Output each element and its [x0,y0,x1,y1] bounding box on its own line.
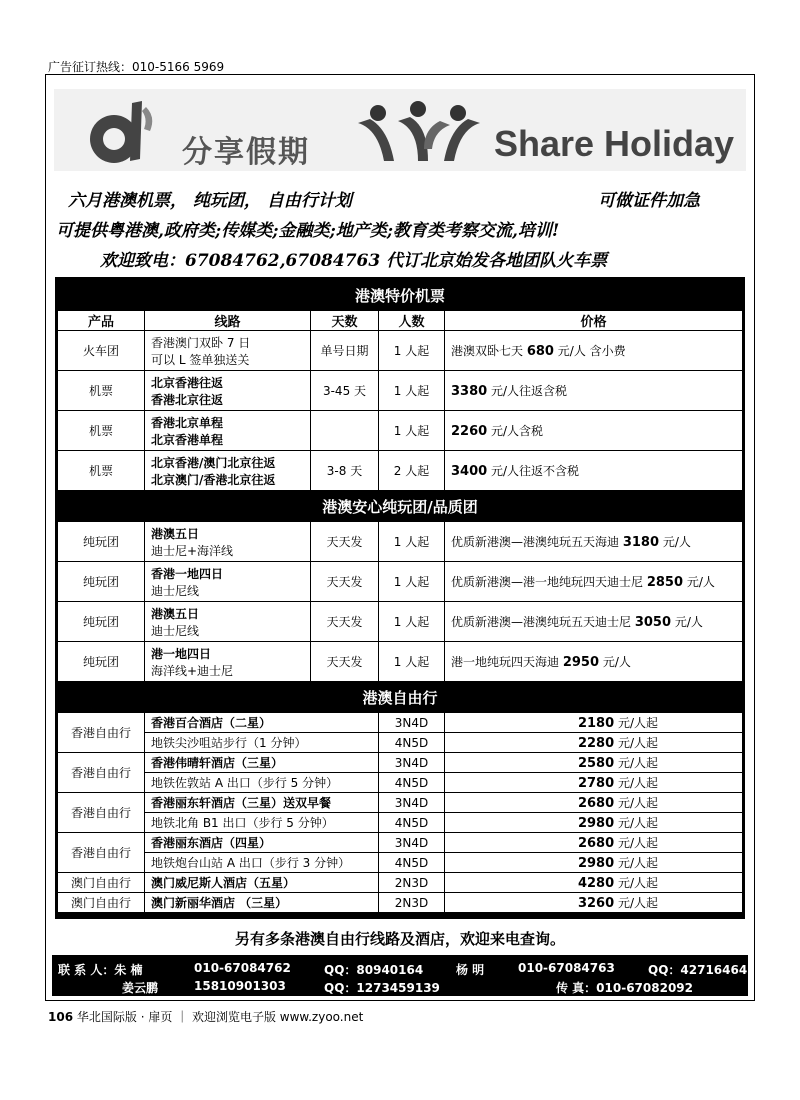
location-cell: 地铁北角 B1 出口（步行 5 分钟） [145,813,379,833]
duration-cell: 3N4D [379,833,445,853]
table-row [58,371,743,411]
table-row [58,451,743,491]
table-row [58,602,743,642]
price-cell: 2980 元/人起 [445,813,743,833]
people-cell: 1 人起 [379,562,445,602]
price-cell: 2180 元/人起 [445,713,743,733]
promo-line-1: 六月港澳机票， 纯玩团， 自由行计划 [68,191,352,211]
contact-label: 联 系 人：朱 楠 [58,963,143,977]
table-row [58,853,743,873]
location-cell: 地铁尖沙咀站步行（1 分钟） [145,733,379,753]
days-cell: 单号日期 [311,331,379,371]
route-cell: 香港澳门双卧 7 日 可以 L 签单独送关 [145,331,311,371]
table-row [58,411,743,451]
edition-text: 华北国际版 · 扉页 ｜ 欢迎浏览电子版 www.zyoo.net [73,1010,364,1024]
price-cell: 3400 元/人往返不含税 [445,451,743,491]
table-row [58,642,743,682]
people-cell: 1 人起 [379,331,445,371]
hotel-cell: 香港百合酒店（二星） [145,713,379,733]
contact-phone-1: 010-67084762 [194,961,291,975]
price-cell: 优质新港澳—港澳纯玩五天迪士尼 3050 元/人 [445,602,743,642]
product-cell: 香港自由行 [58,753,145,793]
product-cell: 火车团 [58,331,145,371]
price-cell: 优质新港澳—港一地纯玩四天迪士尼 2850 元/人 [445,562,743,602]
brand-name-cn: 分享假期 [182,135,310,170]
table-row [58,813,743,833]
contact-phone-3: 15810901303 [194,979,286,993]
duration-cell: 2N3D [379,893,445,913]
product-cell: 机票 [58,371,145,411]
days-cell: 3-45 天 [311,371,379,411]
table-row [58,522,743,562]
people-cell: 1 人起 [379,602,445,642]
promo-line-1-right: 可做证件加急 [598,191,700,211]
ad-hotline: 广告征订热线：010-5166 5969 [48,60,225,74]
route-cell: 北京香港往返 香港北京往返 [145,371,311,411]
price-cell: 3380 元/人往返含税 [445,371,743,411]
price-cell: 2280 元/人起 [445,733,743,753]
table-header-row [58,311,743,331]
price-cell: 3260 元/人起 [445,893,743,913]
contact-qq-3: QQ：1273459139 [324,981,440,995]
brand-name-en: Share Holiday [494,123,735,164]
contact-qq-1: QQ：80940164 [324,963,424,977]
days-cell [311,411,379,451]
price-cell: 港一地纯玩四天海迪 2950 元/人 [445,642,743,682]
days-cell: 天天发 [311,522,379,562]
contact-qq-2: QQ：42716464 [648,963,748,977]
ad-frame [45,74,755,1001]
col-product: 产品 [58,311,145,331]
col-days: 天数 [311,311,379,331]
product-cell: 澳门自由行 [58,873,145,893]
route-cell: 港澳五日 迪士尼线 [145,602,311,642]
days-cell: 3-8 天 [311,451,379,491]
contact-name-3: 姜云鹏 [122,981,159,995]
footer-note: 另有多条港澳自由行线路及酒店，欢迎来电查询。 [234,930,565,948]
people-logo-icon [354,99,484,167]
price-cell: 2780 元/人起 [445,773,743,793]
route-cell: 港一地四日 海洋线+迪士尼 [145,642,311,682]
duration-cell: 2N3D [379,873,445,893]
price-cell: 2680 元/人起 [445,833,743,853]
product-cell: 香港自由行 [58,713,145,753]
table-row [58,793,743,813]
route-cell: 港澳五日 迪士尼+海洋线 [145,522,311,562]
price-cell: 2580 元/人起 [445,753,743,773]
product-cell: 香港自由行 [58,793,145,833]
duration-cell: 4N5D [379,813,445,833]
product-cell: 纯玩团 [58,522,145,562]
route-cell: 北京香港/澳门北京往返 北京澳门/香港北京往返 [145,451,311,491]
promo-line-3: 欢迎致电：67084762,67084763 代订北京始发各地团队火车票 [100,251,608,271]
duration-cell: 3N4D [379,713,445,733]
table-row [58,733,743,753]
people-cell: 1 人起 [379,411,445,451]
hotel-cell: 香港丽东轩酒店（三星）送双早餐 [145,793,379,813]
product-cell: 机票 [58,411,145,451]
product-cell: 纯玩团 [58,642,145,682]
duration-cell: 4N5D [379,853,445,873]
days-cell: 天天发 [311,562,379,602]
promo-line-2: 可提供粤港澳,政府类;传媒类;金融类;地产类;教育类考察交流,培训! [56,221,560,241]
duration-cell: 4N5D [379,733,445,753]
section-header-tours: 港澳安心纯玩团/品质团 [58,491,743,522]
days-cell: 天天发 [311,642,379,682]
location-cell: 地铁炮台山站 A 出口（步行 3 分钟） [145,853,379,873]
col-route: 线路 [145,311,311,331]
route-cell: 香港北京单程 北京香港单程 [145,411,311,451]
hotel-cell: 澳门威尼斯人酒店（五星） [145,873,379,893]
col-price: 价格 [445,311,743,331]
table-row [58,713,743,733]
col-people: 人数 [379,311,445,331]
people-cell: 1 人起 [379,371,445,411]
d-logo-icon [84,97,162,167]
price-cell: 2680 元/人起 [445,793,743,813]
price-cell: 4280 元/人起 [445,873,743,893]
table-row [58,773,743,793]
duration-cell: 3N4D [379,753,445,773]
product-cell: 香港自由行 [58,833,145,873]
hotel-cell: 香港伟晴轩酒店（三星） [145,753,379,773]
hotel-cell: 香港丽东酒店（四星） [145,833,379,853]
table-row [58,331,743,371]
price-table-box [55,277,745,919]
product-cell: 纯玩团 [58,562,145,602]
section-header-free: 港澳自由行 [58,682,743,713]
price-table [57,279,743,913]
route-cell: 香港一地四日 迪士尼线 [145,562,311,602]
people-cell: 1 人起 [379,522,445,562]
product-cell: 纯玩团 [58,602,145,642]
page-number: 106 [48,1010,74,1024]
table-row [58,562,743,602]
table-row [58,833,743,853]
people-cell: 2 人起 [379,451,445,491]
contact-name-2: 杨 明 [456,963,485,977]
logo-banner [54,89,746,171]
days-cell: 天天发 [311,602,379,642]
hotel-cell: 澳门新丽华酒店 （三星） [145,893,379,913]
product-cell: 澳门自由行 [58,893,145,913]
price-cell: 2260 元/人含税 [445,411,743,451]
table-row [58,893,743,913]
price-cell: 2980 元/人起 [445,853,743,873]
contact-fax: 传 真：010-67082092 [556,981,694,995]
contact-phone-2: 010-67084763 [518,961,615,975]
people-cell: 1 人起 [379,642,445,682]
page-footer [48,1008,363,1025]
table-row [58,873,743,893]
duration-cell: 4N5D [379,773,445,793]
contact-bar [52,955,748,996]
product-cell: 机票 [58,451,145,491]
location-cell: 地铁佐敦站 A 出口（步行 5 分钟） [145,773,379,793]
price-cell: 优质新港澳—港澳纯玩五天海迪 3180 元/人 [445,522,743,562]
duration-cell: 3N4D [379,793,445,813]
table-row [58,753,743,773]
section-header-tickets: 港澳特价机票 [58,280,743,311]
price-cell: 港澳双卧七天 680 元/人 含小费 [445,331,743,371]
